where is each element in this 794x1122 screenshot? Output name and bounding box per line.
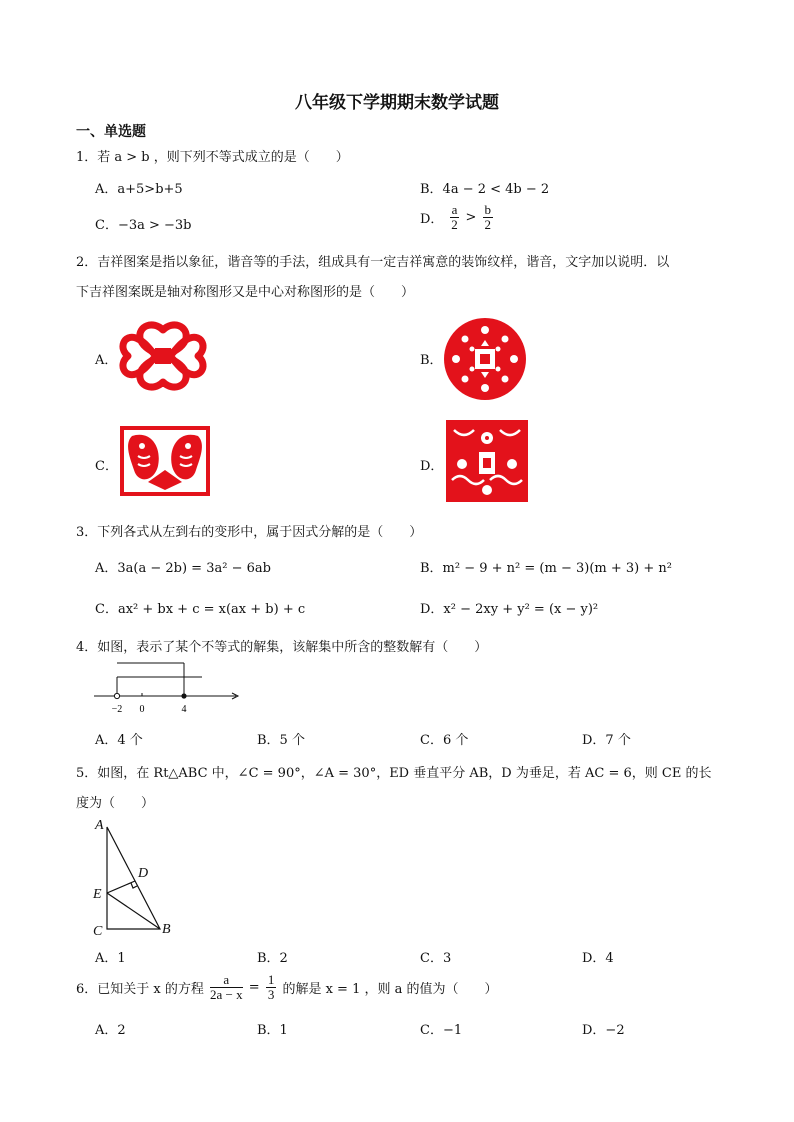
number-line-figure bbox=[92, 655, 242, 717]
q2-option-d: D． bbox=[420, 459, 444, 474]
q3-option-b: B．m² − 9 + n² = (m − 3)(m + 3) + n² bbox=[420, 561, 672, 576]
fraction-numerator: a bbox=[451, 202, 458, 217]
fraction-numerator: 1 bbox=[267, 972, 275, 987]
q2-option-b: B． bbox=[420, 353, 443, 368]
q3-option-c: C．ax² + bx + c = x(ax + b) + c bbox=[95, 602, 306, 617]
q6-fraction-2 bbox=[266, 973, 277, 1002]
point-a-label: A bbox=[95, 818, 104, 833]
q1-option-c: C．−3a > −3b bbox=[95, 218, 192, 233]
point-b-label: B bbox=[162, 922, 171, 937]
q4-option-b: B．5 个 bbox=[257, 733, 305, 748]
q2-stem-line1: 2．吉祥图案是指以象征，谐音等的手法，组成具有一定吉祥寓意的装饰纹样，谐音，文字加以说明．以 bbox=[76, 255, 670, 270]
point-c-label: C bbox=[93, 924, 103, 939]
q6-option-b: B．1 bbox=[257, 1023, 288, 1038]
open-endpoint bbox=[114, 693, 119, 698]
q5-stem-line1: 5．如图，在 Rt△ABC 中，∠C = 90°，∠A = 30°，ED 垂直平分 AB，D 为垂足，若 AC = 6，则 CE 的长 bbox=[76, 766, 712, 781]
q6-equals: = bbox=[248, 980, 260, 995]
q6-stem bbox=[76, 973, 498, 1002]
square-papercut-image bbox=[444, 418, 530, 504]
q1-option-b: B．4a − 2 < 4b − 2 bbox=[420, 182, 550, 197]
fraction-denominator: 2 bbox=[484, 217, 492, 232]
triangle-figure bbox=[90, 815, 185, 940]
q1-d-left-fraction bbox=[450, 203, 460, 232]
q1-option-a: A．a+5>b+5 bbox=[95, 182, 183, 197]
q1-option-d bbox=[420, 203, 495, 232]
q5-option-c: C．3 bbox=[420, 951, 452, 966]
q6-stem-suffix: 的解是 x = 1 ，则 a 的值为（ ） bbox=[282, 982, 498, 997]
fraction-numerator: b bbox=[484, 202, 492, 217]
q5-stem-line2: 度为（ ） bbox=[76, 796, 155, 811]
q4-option-c: C．6 个 bbox=[420, 733, 469, 748]
q1-d-right-fraction bbox=[483, 203, 494, 232]
q1-stem: 1．若 a > b ，则下列不等式成立的是（ ） bbox=[76, 150, 349, 165]
q4-option-a: A．4 个 bbox=[95, 733, 143, 748]
fraction-denominator: 3 bbox=[267, 987, 275, 1002]
axis-label-4: 4 bbox=[181, 704, 187, 715]
q6-option-c: C．−1 bbox=[420, 1023, 463, 1038]
q2-option-a: A． bbox=[95, 353, 118, 368]
q6-stem-prefix: 6．已知关于 x 的方程 bbox=[76, 982, 204, 997]
q6-option-a: A．2 bbox=[95, 1023, 126, 1038]
q2-stem-line2: 下吉祥图案既是轴对称图形又是中心对称图形的是（ ） bbox=[76, 285, 415, 300]
round-papercut-image bbox=[442, 316, 528, 402]
q5-option-b: B．2 bbox=[257, 951, 288, 966]
q6-option-d: D．−2 bbox=[582, 1023, 625, 1038]
fraction-denominator: 2a − x bbox=[210, 987, 243, 1002]
q3-option-a: A．3a(a − 2b) = 3a² − 6ab bbox=[95, 561, 271, 576]
axis-label-0: 0 bbox=[139, 704, 145, 715]
page-title: 八年级下学期期末数学试题 bbox=[295, 93, 499, 113]
q6-fraction-1 bbox=[210, 973, 243, 1002]
q4-option-d: D．7 个 bbox=[582, 733, 631, 748]
point-e-label: E bbox=[93, 887, 102, 902]
point-d-label: D bbox=[138, 866, 149, 881]
q1-d-operator: > bbox=[465, 210, 477, 225]
axis-label-neg2: −2 bbox=[111, 704, 123, 715]
fraction-numerator: a bbox=[210, 973, 243, 988]
fish-papercut-image bbox=[120, 426, 210, 496]
q1-option-d-label: D． bbox=[420, 212, 444, 227]
chinese-knot-image bbox=[120, 322, 206, 390]
closed-endpoint bbox=[181, 693, 186, 698]
q3-option-d: D．x² − 2xy + y² = (x − y)² bbox=[420, 602, 599, 617]
q2-option-c: C． bbox=[95, 459, 118, 474]
q5-option-a: A．1 bbox=[95, 951, 126, 966]
q5-option-d: D．4 bbox=[582, 951, 614, 966]
q4-stem: 4．如图，表示了某个不等式的解集，该解集中所含的整数解有（ ） bbox=[76, 640, 488, 655]
section-heading: 一、单选题 bbox=[76, 124, 146, 140]
fraction-denominator: 2 bbox=[451, 217, 458, 232]
q3-stem: 3．下列各式从左到右的变形中，属于因式分解的是（ ） bbox=[76, 525, 423, 540]
